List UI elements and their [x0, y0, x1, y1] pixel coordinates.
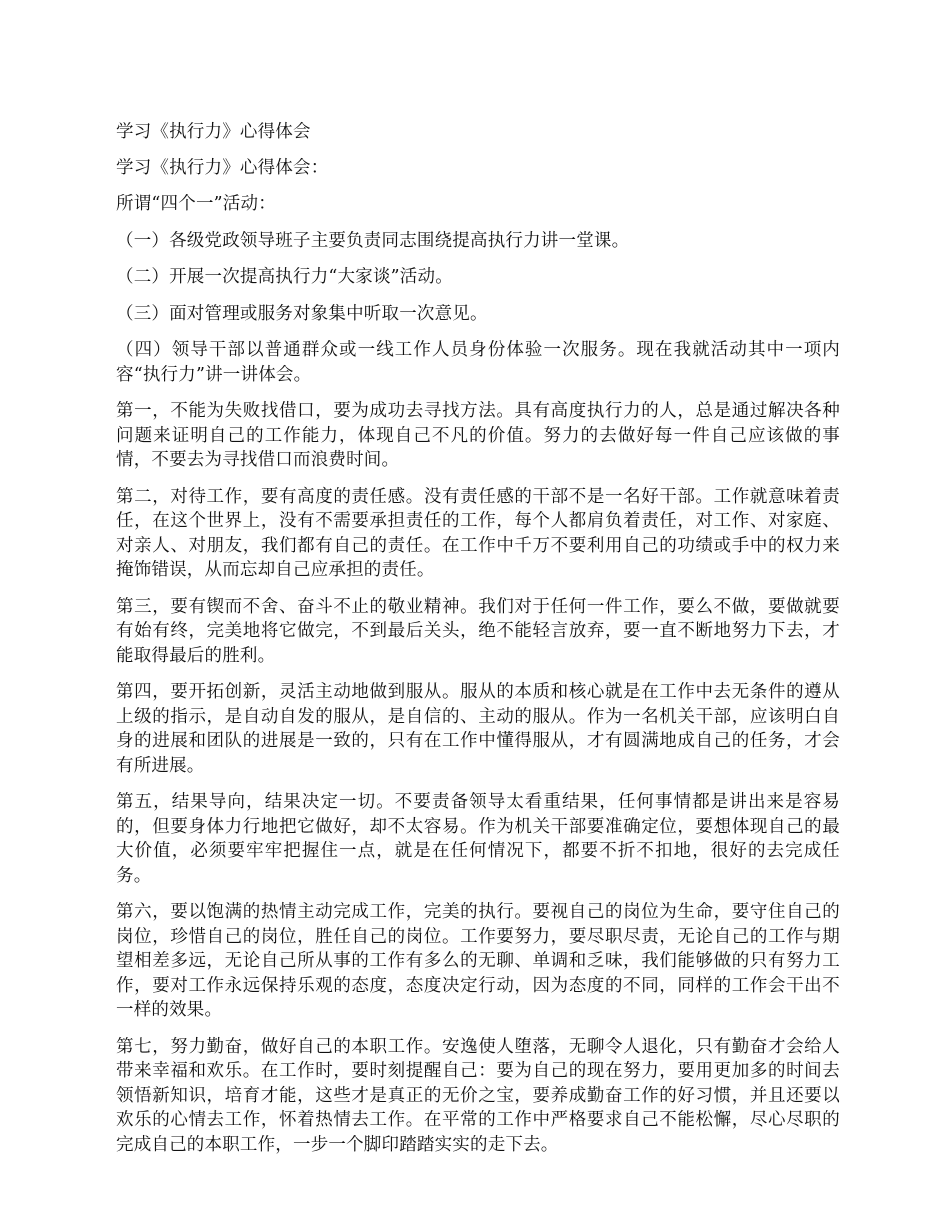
paragraph-activity-2: （二）开展一次提高执行力“大家谈”活动。	[116, 267, 453, 287]
paragraph-activity-4: （四）领导干部以普通群众或一线工作人员身份体验一次服务。现在我就活动其中一项内容“执行力”讲一讲体会。	[116, 340, 840, 385]
paragraph-point-3: 第三，要有锲而不舍、奋斗不止的敬业精神。我们对于任何一件工作，要么不做，要做就要有始有终，完美地将它做完，不到最后关头，绝不能轻言放弃，要一直不断地努力下去，才能取得最后的胜利。	[116, 596, 840, 666]
paragraph-point-1: 第一，不能为失败找借口，要为成功去寻找方法。具有高度执行力的人，总是通过解决各种问题来证明自己的工作能力，体现自己不凡的价值。努力的去做好每一件自己应该做的事情，不要去为寻找借口而浪费时间。	[116, 401, 840, 470]
paragraph-point-2: 第二，对待工作，要有高度的责任感。没有责任感的干部不是一名好干部。工作就意味着责任，在这个世界上，没有不需要承担责任的工作，每个人都肩负着责任，对工作、对家庭、对亲人、对朋友，我们都有自己的责任。在工作中千万不要利用自己的功绩或手中的权力来掩饰错误，从而忘却自己应承担的责任。	[116, 486, 840, 580]
paragraph-point-7: 第七，努力勤奋，做好自己的本职工作。安逸使人堕落，无聊令人退化，只有勤奋才会给人带来幸福和欢乐。在工作时，要时刻提醒自己：要为自己的现在努力，要用更加多的时间去领悟新知识，培育才能，这些才是真正的无价之宝，要养成勤奋工作的好习惯，并且还要以欢乐的心情去工作，怀着热情去工作。在平常的工作中严格要求自己不能松懈，尽心尽职的完成自己的本职工作，一步一个脚印踏踏实实的走下去。	[116, 1036, 840, 1155]
paragraph-point-4: 第四，要开拓创新，灵活主动地做到服从。服从的本质和核心就是在工作中去无条件的遵从上级的指示，是自动自发的服从，是自信的、主动的服从。作为一名机关干部，应该明白自身的进展和团队的进展是一致的，只有在工作中懂得服从，才有圆满地成自己的任务，才会有所进展。	[116, 682, 840, 776]
document-title: 学习《执行力》心得体会	[116, 122, 311, 142]
paragraph-intro: 学习《执行力》心得体会：	[116, 157, 329, 178]
paragraph-activity-3: （三）面对管理或服务对象集中听取一次意见。	[116, 303, 488, 324]
document-body	[116, 120, 840, 1169]
paragraph-point-6: 第六，要以饱满的热情主动完成工作，完美的执行。要视自己的岗位为生命，要守住自己的岗位，珍惜自己的岗位，胜任自己的岗位。工作要努力，要尽职尽责，无论自己的工作与期望相差多远，无论自己所从事的工作有多么的无聊、单调和乏味，我们能够做的只有努力工作，要对工作永远保持乐观的态度，态度决定行动，因为态度的不同，同样的工作会干出不一样的效果。	[116, 902, 840, 1020]
paragraph-four-activities: 所谓“四个一”活动：	[116, 194, 276, 214]
paragraph-point-5: 第五，结果导向，结果决定一切。不要责备领导太看重结果，任何事情都是讲出来是容易的，但要身体力行地把它做好，却不太容易。作为机关干部要准确定位，要想体现自己的最大价值，必须要牢牢把握住一点，就是在任何情况下，都要不折不扣地，很好的去完成任务。	[116, 792, 840, 886]
paragraph-activity-1: （一）各级党政领导班子主要负责同志围绕提高执行力讲一堂课。	[116, 230, 630, 251]
